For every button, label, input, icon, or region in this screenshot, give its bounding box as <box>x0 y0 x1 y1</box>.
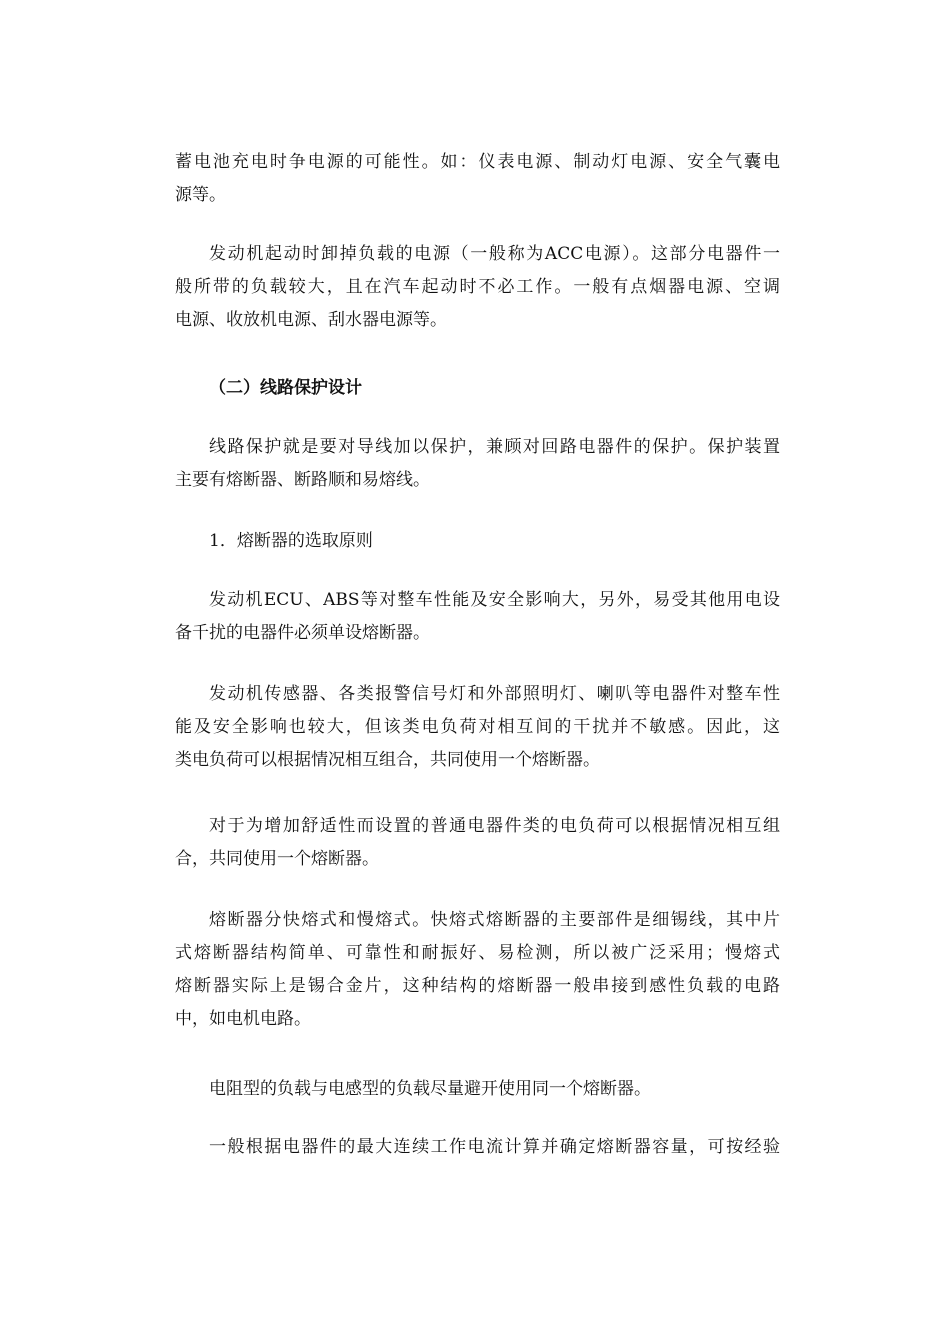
text-line: 发动机ECU、ABS等对整车性能及安全影响大，另外，易受其他用电设 <box>209 590 780 610</box>
text-line: 熔断器实际上是锡合金片，这种结构的熔断器一般串接到感性负载的电路 <box>175 976 780 996</box>
paragraph-ecu-abs <box>175 584 780 650</box>
text-line: 中，如电机电路。 <box>175 1009 311 1029</box>
text-line: 蓄电池充电时争电源的可能性。如：仪表电源、制动灯电源、安全气囊电 <box>175 152 780 172</box>
section-heading <box>175 372 780 405</box>
text-line: 发动机起动时卸掉负载的电源（一般称为ACC电源）。这部分电器件一 <box>209 244 780 264</box>
text-line: 源等。 <box>175 185 226 205</box>
text-line: 电源、收放机电源、刮水器电源等。 <box>175 310 447 330</box>
text-line: 发动机传感器、各类报警信号灯和外部照明灯、喇叭等电器件对整车性 <box>209 684 780 704</box>
text-line: 能及安全影响也较大，但该类电负荷对相互间的干扰并不敏感。因此，这 <box>175 717 780 737</box>
text-line: 对于为增加舒适性而设置的普通电器件类的电负荷可以根据情况相互组 <box>209 816 780 836</box>
text-line: 电阻型的负载与电感型的负载尽量避开使用同一个熔断器。 <box>209 1079 651 1099</box>
paragraph-acc-power <box>175 238 780 337</box>
text-line: 备千扰的电器件必须单设熔断器。 <box>175 623 430 643</box>
text-line: 线路保护就是要对导线加以保护，兼顾对回路电器件的保护。保护装置 <box>209 437 780 457</box>
text-line: 熔断器分快熔式和慢熔式。快熔式熔断器的主要部件是细锡线，其中片 <box>209 910 780 930</box>
paragraph-resistive-inductive <box>175 1073 780 1106</box>
paragraph-sensors-lights <box>175 678 780 777</box>
paragraph-fuse-types <box>175 904 780 1036</box>
text-line: 合，共同使用一个熔断器。 <box>175 849 379 869</box>
paragraph-comfort-loads <box>175 810 780 876</box>
subsection-heading-text: 1．熔断器的选取原则 <box>209 531 373 551</box>
section-heading-text: （二）线路保护设计 <box>209 378 362 398</box>
text-line: 一般根据电器件的最大连续工作电流计算并确定熔断器容量，可按经验 <box>209 1137 780 1157</box>
paragraph-fuse-capacity <box>175 1131 780 1164</box>
paragraph-line-protection <box>175 431 780 497</box>
text-line: 主要有熔断器、断路顺和易熔线。 <box>175 470 430 490</box>
paragraph-power-contention <box>175 146 780 212</box>
text-line: 式熔断器结构简单、可靠性和耐振好、易检测，所以被广泛采用；慢熔式 <box>175 943 780 963</box>
text-line: 般所带的负载较大，且在汽车起动时不必工作。一般有点烟器电源、空调 <box>175 277 780 297</box>
subsection-heading <box>175 525 780 558</box>
text-line: 类电负荷可以根据情况相互组合，共同使用一个熔断器。 <box>175 750 600 770</box>
